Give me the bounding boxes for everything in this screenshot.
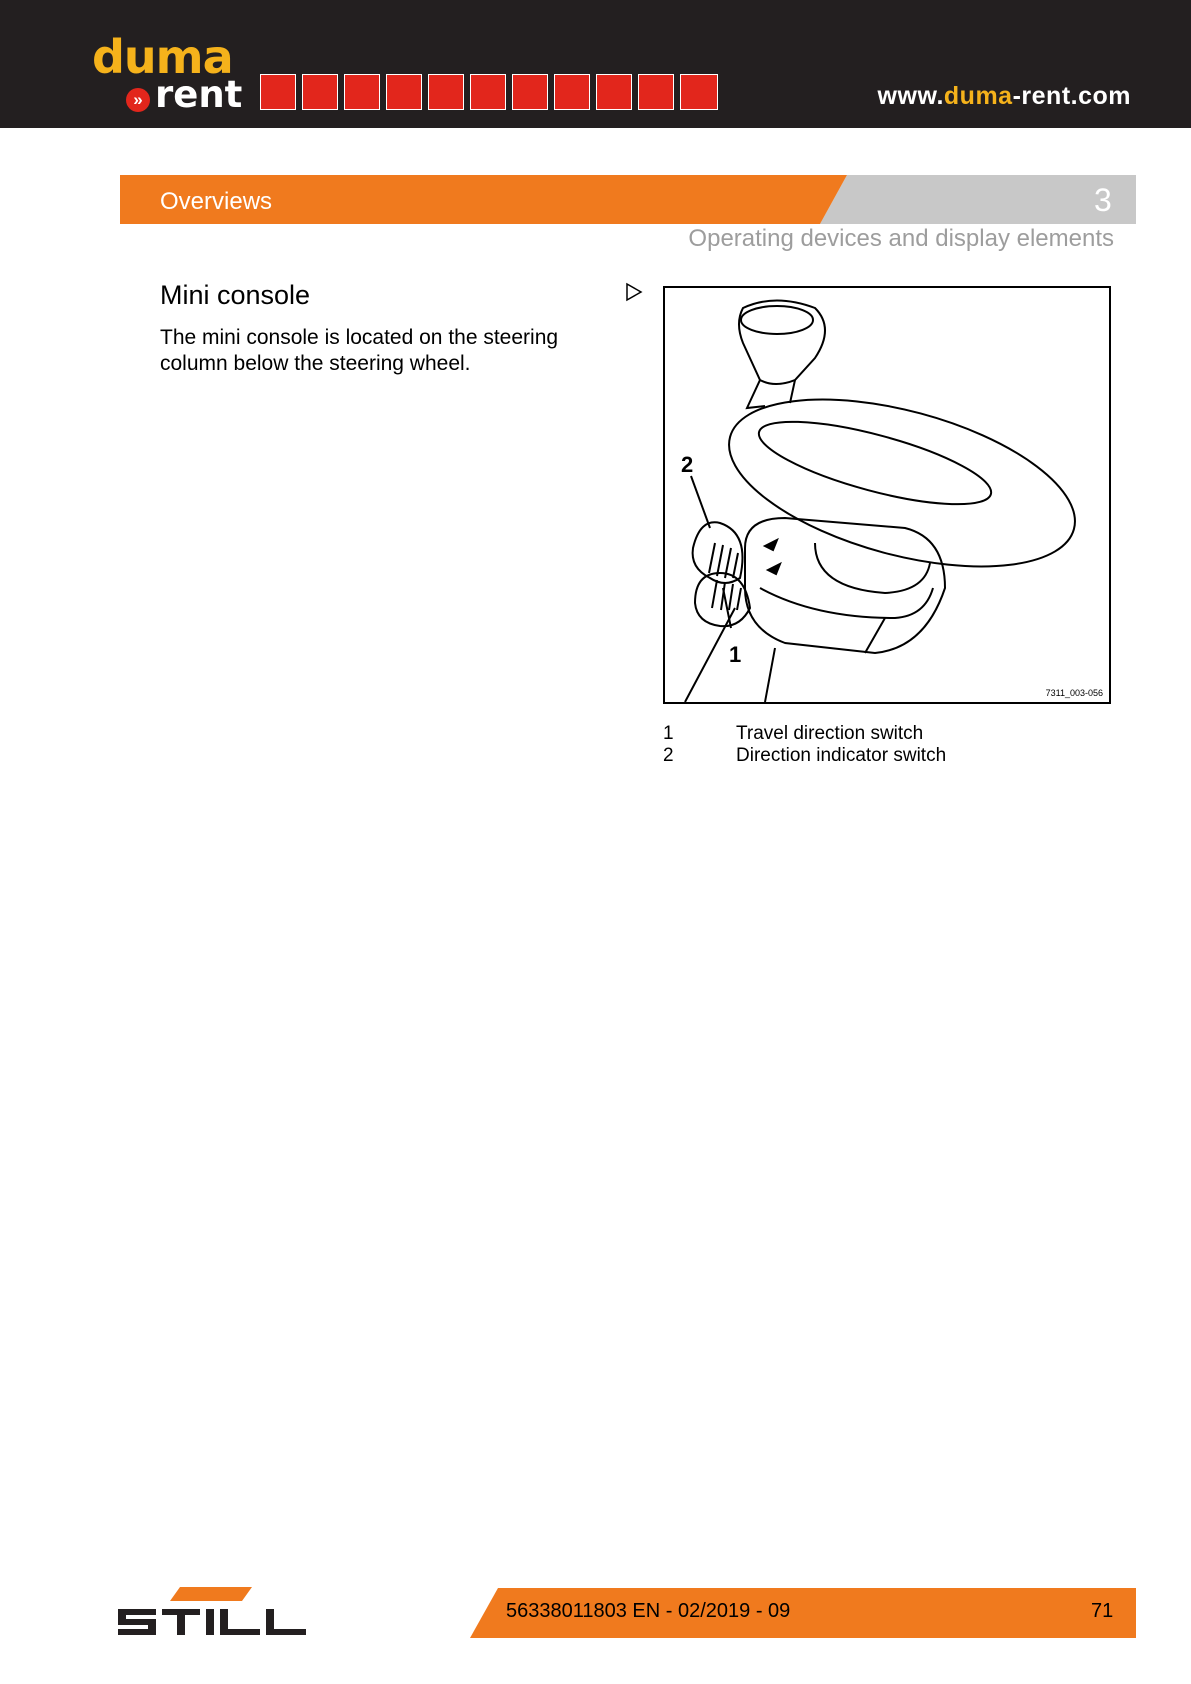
mini-excavator-icon: [386, 74, 422, 110]
logo-duma-text: duma: [92, 30, 233, 84]
machine-icons-strip: [260, 74, 720, 112]
trailer-icon: [680, 74, 718, 110]
figure-pointer-icon: [625, 282, 643, 302]
chapter-subtitle: Operating devices and display elements: [688, 225, 1114, 252]
wheel-loader-icon: [428, 74, 464, 110]
steering-wheel-drawing: [665, 288, 1109, 702]
articulating-lift-icon: [638, 74, 674, 110]
url-suffix: -rent.com: [1012, 82, 1131, 110]
header-bar: [0, 0, 1191, 128]
still-logo: [118, 1587, 308, 1639]
section-body: The mini console is located on the steering column below the steering wheel.: [160, 326, 559, 375]
legend-number: 1: [663, 723, 674, 744]
scissor-lift-icon: [344, 74, 380, 110]
url-brand: duma: [943, 82, 1013, 110]
legend-number: 2: [663, 745, 674, 766]
callout-2: 2: [681, 452, 694, 477]
telehandler-icon: [512, 74, 548, 110]
chapter-number: 3: [1094, 182, 1112, 218]
logo-arrow-icon: »: [126, 88, 150, 112]
footer-document-number: 56338011803 EN - 02/2019 - 09: [506, 1600, 791, 1622]
legend-text: Travel direction switch: [736, 723, 924, 744]
boom-lift-icon: [596, 74, 632, 110]
footer-page-number: 71: [1091, 1600, 1114, 1622]
website-url[interactable]: [878, 82, 1131, 111]
skid-steer-icon: [260, 74, 296, 110]
legend-row: [663, 745, 1083, 767]
figure-legend: [663, 723, 1083, 767]
section-heading: Mini console: [160, 280, 311, 310]
figure-code: 7311_003-056: [1045, 688, 1103, 698]
callout-1: 1: [729, 642, 742, 667]
logo-rent-text: rent: [155, 73, 243, 116]
legend-row: [663, 723, 1083, 745]
mini-console-illustration: [663, 286, 1111, 704]
excavator-icon: [554, 74, 590, 110]
url-prefix: www.: [877, 82, 944, 110]
forklift-icon: [302, 74, 338, 110]
legend-text: Direction indicator switch: [736, 745, 947, 766]
chapter-title: Overviews: [160, 188, 273, 215]
roller-icon: [470, 74, 506, 110]
chapter-bar: [120, 175, 1136, 224]
